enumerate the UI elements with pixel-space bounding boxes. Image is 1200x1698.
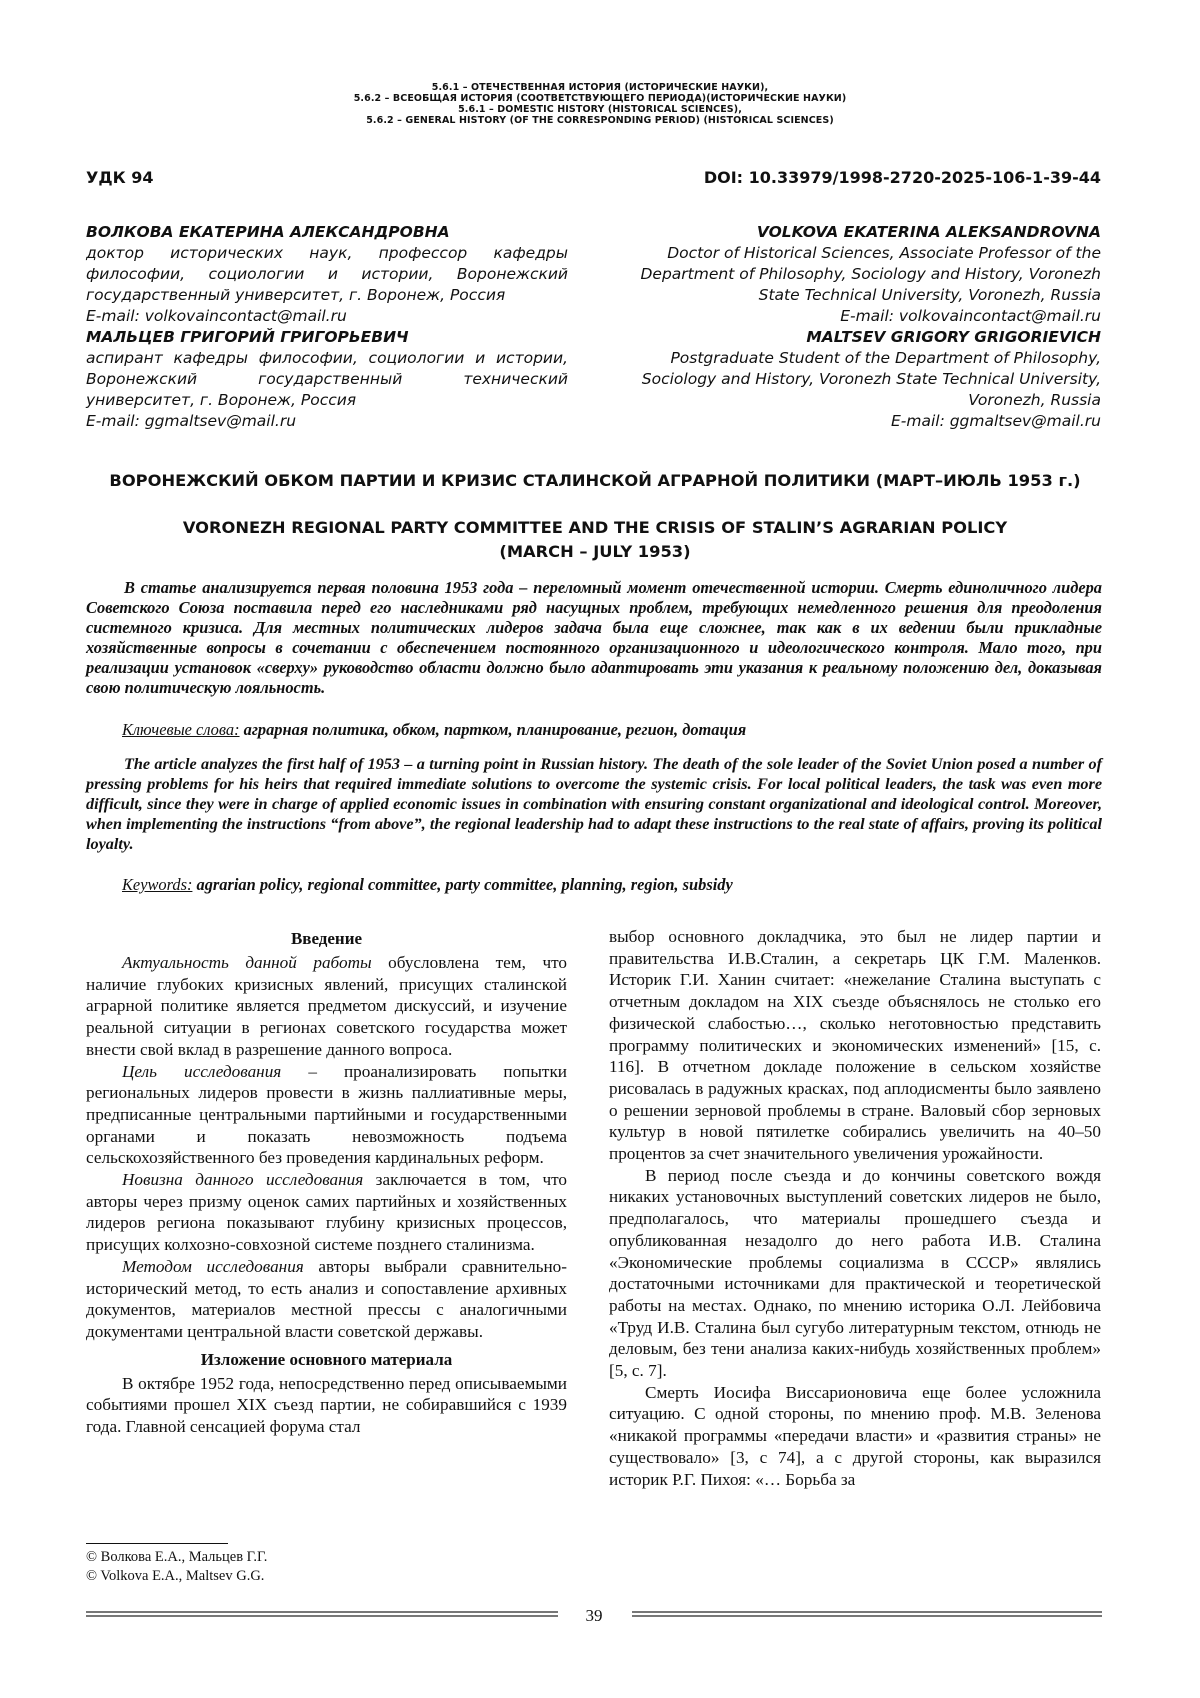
paragraph-text: авторы выбрали сравнительно-исторический метод, то есть анализ и сопоставление архивных документов, материалов местной прессы с аналогичными документами центральной власти советской державы. bbox=[86, 1256, 567, 1341]
author-email[interactable]: E-mail: ggmaltsev@mail.ru bbox=[86, 412, 297, 430]
body-column-right bbox=[609, 926, 1101, 1490]
paragraph: В октябре 1952 года, непосредственно перед описываемыми событиями прошел XIX съезд партии, не собиравшийся с 1939 года. Главной сенсацией форума стал bbox=[86, 1373, 567, 1437]
keywords-value: аграрная политика, обком, партком, планирование, регион, дотация bbox=[243, 720, 747, 739]
author-email[interactable]: E-mail: volkovaincontact@mail.ru bbox=[86, 307, 347, 325]
author-affiliation: Postgraduate Student of the Department of Philosophy, Sociology and History, Voronezh State Technical University, Voronezh, Russia bbox=[641, 349, 1101, 409]
title-line: (MARCH – JULY 1953) bbox=[499, 542, 691, 561]
copyright-line: © Волкова Е.А., Мальцев Г.Г. bbox=[86, 1549, 268, 1565]
paragraph bbox=[86, 1256, 567, 1343]
footer-rule-right bbox=[632, 1611, 1102, 1621]
udk-code: УДК 94 bbox=[86, 168, 154, 187]
author-affiliation: аспирант кафедры философии, социологии и истории, Воронежский государственный технический университет, г. Воронеж, Россия bbox=[86, 349, 568, 409]
paragraph bbox=[86, 1061, 567, 1170]
section-header bbox=[0, 82, 1200, 126]
footnote-divider bbox=[86, 1543, 228, 1544]
paragraph: Смерть Иосифа Виссарионовича еще более усложнила ситуацию. С одной стороны, по мнению проф. М.В. Зеленова «никакой программы «передачи власти» и «развития страны» не существовало» [3, с 74], а с другой стороны, как выразился историк Р.Г. Пихоя: «… Борьба за bbox=[609, 1382, 1101, 1489]
body-column-left bbox=[86, 928, 567, 1438]
abstract-en: The article analyzes the first half of 1953 – a turning point in Russian history. The death of the sole leader of the Soviet Union posed a number of pressing problems for his heirs that required immediate solutions to overcome the systemic crisis. For local political leaders, the task was even more difficult, since they were in charge of applied economic issues in combination with ensuring constant organizational and ideological control. Moreover, when implementing the instructions “from above”, the regional leadership had to adapt these instructions to the real state of affairs, proving its political loyalty. bbox=[86, 755, 1102, 853]
paragraph-lead: Актуальность данной работы bbox=[122, 953, 372, 972]
paragraph-lead: Новизна данного исследования bbox=[122, 1170, 364, 1190]
paragraph bbox=[86, 1169, 567, 1256]
author-name: МАЛЬЦЕВ ГРИГОРИЙ ГРИГОРЬЕВИЧ bbox=[86, 328, 409, 346]
doi[interactable]: DOI: 10.33979/1998-2720-2025-106-1-39-44 bbox=[703, 168, 1101, 187]
paragraph: В период после съезда и до кончины советского вождя никаких установочных выступлений советских лидеров не было, предполагалось, что материалы прошедшего съезда и опубликованная незадолго до него работа И.В. Сталина «Экономические проблемы социализма в СССР» являлись достаточными источниками для практической и теоретической работы на местах. Однако, по мнению историка О.Л. Лейбовича «Труд И.В. Сталина был сугубо литературным текстом, отнюдь не деловым, без тени анализа каких-нибудь хозяйственных проблем» [5, с. 7]. bbox=[609, 1165, 1101, 1381]
author-name: ВОЛКОВА ЕКАТЕРИНА АЛЕКСАНДРОВНА bbox=[86, 223, 450, 241]
paragraph-text: обусловлена тем, что наличие глубоких кризисных явлений, присущих сталинской аграрной политике является предметом дискуссий, и изучение реальной ситуации в регионах советского государства может внести свой вклад в разрешение данного вопроса. bbox=[86, 953, 567, 1059]
section-heading-intro: Введение bbox=[290, 929, 363, 948]
section-heading-main: Изложение основного материала bbox=[200, 1349, 453, 1369]
article-title-en bbox=[80, 516, 1110, 564]
copyright-footnote bbox=[86, 1548, 267, 1586]
header-line: 5.6.1 – DOMESTIC HISTORY (HISTORICAL SCIENCES), bbox=[458, 104, 742, 115]
paragraph-lead: Цель исследования bbox=[122, 1061, 282, 1081]
author-affiliation: доктор исторических наук, профессор кафедры философии, социологии и истории, Воронежский государственный университет, г. Воронеж, Россия bbox=[86, 244, 568, 304]
header-line: 5.6.1 – ОТЕЧЕСТВЕННАЯ ИСТОРИЯ (ИСТОРИЧЕСКИЕ НАУКИ), bbox=[431, 82, 769, 93]
paragraph bbox=[86, 952, 567, 1061]
article-title-ru: ВОРОНЕЖСКИЙ ОБКОМ ПАРТИИ И КРИЗИС СТАЛИНСКОЙ АГРАРНОЙ ПОЛИТИКИ (МАРТ–ИЮЛЬ 1953 г.) bbox=[109, 471, 1081, 490]
paragraph: выбор основного докладчика, это был не лидер партии и правительства И.В.Сталин, а секретарь ЦК Г.М. Маленков. Историк Г.И. Ханин считает: «нежелание Сталина выступать с отчетным докладом на XIX съезде объяснялось не столько его физической слабостью…, сколько неготовностью представить программу политических и экономических изменений» [15, с. 116]. В отчетном докладе положение в сельском хозяйстве рисовалась в радужных красках, под аплодисменты было заявлено о решении зерновой проблемы в стране. Валовый сбор зерновых культур в новой пятилетке собирались увеличить на 40–50 процентов за счет значительного увеличения урожайности. bbox=[609, 927, 1101, 1164]
abstract-ru: В статье анализируется первая половина 1953 года – переломный момент отечественной истории. Смерть единоличного лидера Советского Союза поставила перед его наследниками ряд насущных проблем, требующих немедленного решения для преодоления системного кризиса. Для местных политических лидеров задача была еще сложнее, так как в их ведении были прикладные хозяйственные вопросы в сочетании с обеспечением постоянного организационного и идеологического контроля. Мало того, при реализации установок «сверху» руководство области должно было адаптировать эти указания к реальному положению дел, доказывая свою политическую лояльность. bbox=[86, 578, 1102, 697]
author-name: VOLKOVA EKATERINA ALEKSANDROVNA bbox=[756, 223, 1101, 241]
keywords-label: Ключевые слова: bbox=[122, 720, 240, 739]
authors-ru bbox=[86, 222, 568, 432]
page-number: 39 bbox=[585, 1606, 603, 1625]
keywords-value: agrarian policy, regional committee, party committee, planning, region, subsidy bbox=[196, 875, 733, 894]
author-name: MALTSEV GRIGORY GRIGORIEVICH bbox=[806, 328, 1101, 346]
paragraph-text: – проанализировать попытки региональных лидеров провести в жизнь паллиативные меры, предписанные центральными партийными и государственными органами и показать невозможность подъема сельскохозяйственного без проведения кардинальных реформ. bbox=[86, 1061, 567, 1168]
authors-en bbox=[608, 222, 1101, 432]
keywords-ru bbox=[86, 720, 1102, 740]
header-line: 5.6.2 – ВСЕОБЩАЯ ИСТОРИЯ (СООТВЕТСТВУЮЩЕГО ПЕРИОДА)(ИСТОРИЧЕСКИЕ НАУКИ) bbox=[353, 93, 847, 104]
title-line: VORONEZH REGIONAL PARTY COMMITTEE AND THE CRISIS OF STALIN’S AGRARIAN POLICY bbox=[182, 518, 1008, 537]
meta-row bbox=[86, 168, 1101, 192]
author-email[interactable]: E-mail: volkovaincontact@mail.ru bbox=[840, 307, 1101, 325]
page-footer bbox=[86, 1606, 1102, 1626]
paragraph-lead: Методом исследования bbox=[122, 1256, 304, 1276]
paragraph-text: заключается в том, что авторы через призму оценок самих партийных и хозяйственных лидеров региона показывают глубину кризисных процессов, присущих колхозно-совхозной системе позднего сталинизма. bbox=[86, 1170, 567, 1255]
author-email[interactable]: E-mail: ggmaltsev@mail.ru bbox=[890, 412, 1101, 430]
keywords-label: Keywords: bbox=[122, 875, 193, 894]
header-line: 5.6.2 – GENERAL HISTORY (OF THE CORRESPONDING PERIOD) (HISTORICAL SCIENCES) bbox=[366, 115, 834, 126]
author-affiliation: Doctor of Historical Sciences, Associate Professor of the Department of Philosophy, Sociology and History, Voronezh State Technical University, Voronezh, Russia bbox=[640, 244, 1101, 304]
copyright-line: © Volkova E.A., Maltsev G.G. bbox=[86, 1568, 265, 1584]
keywords-en bbox=[86, 875, 1102, 895]
